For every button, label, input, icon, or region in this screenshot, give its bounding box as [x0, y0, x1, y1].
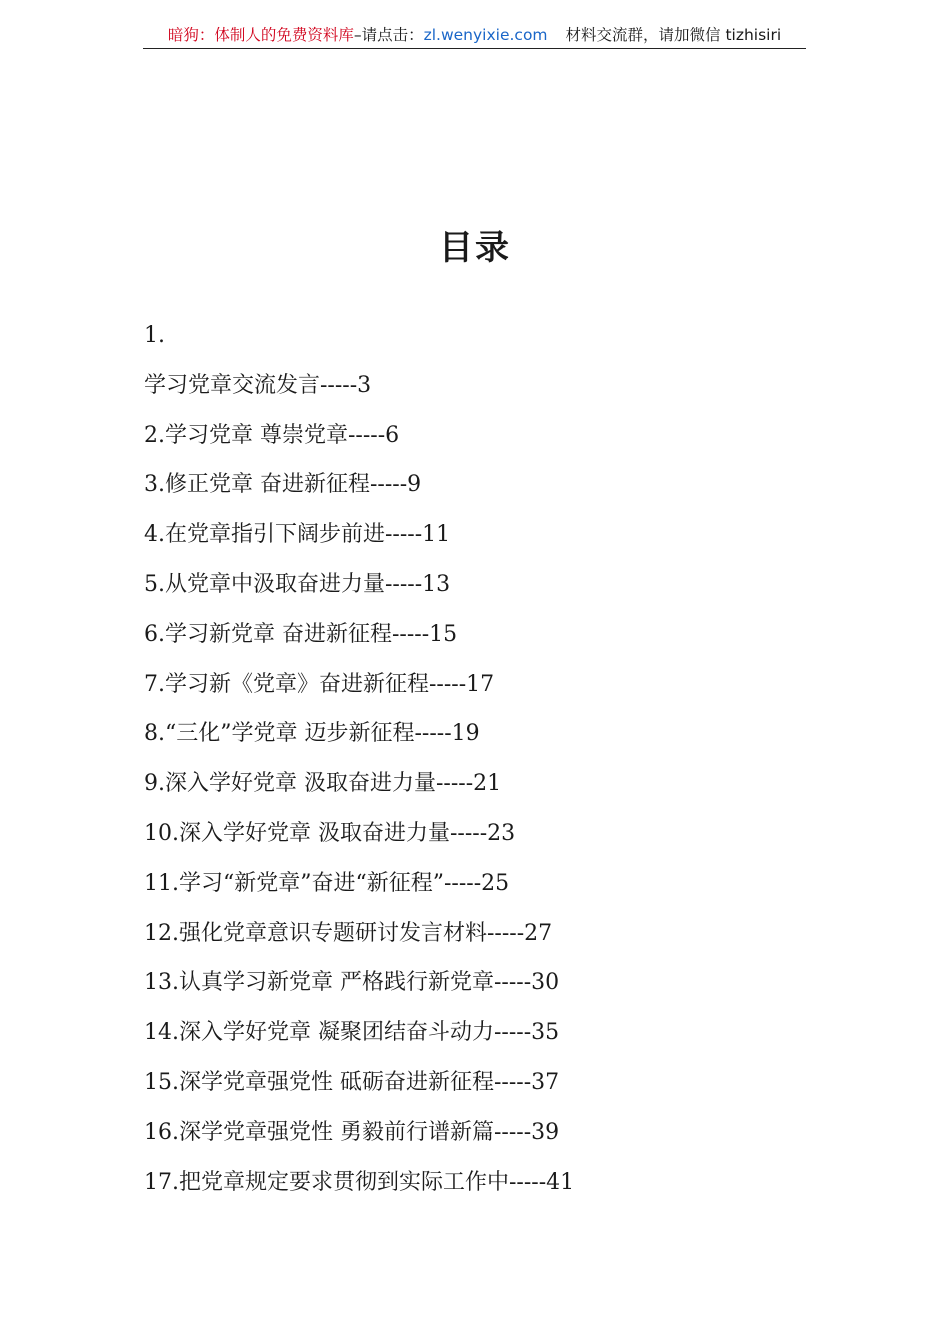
toc-entry[interactable]: 17.把党章规定要求贯彻到实际工作中-----41: [144, 1169, 575, 1195]
toc-entry[interactable]: 9.深入学好党章 汲取奋进力量-----21: [144, 771, 502, 797]
toc-entry[interactable]: 15.深学党章强党性 砥砺奋进新征程-----37: [144, 1069, 560, 1095]
toc-entry[interactable]: 13.认真学习新党章 严格践行新党章-----30: [144, 970, 560, 996]
page-title: 目录: [439, 228, 511, 268]
toc-entry[interactable]: 4.在党章指引下阔步前进-----11: [144, 522, 451, 548]
table-of-contents: [144, 318, 844, 1214]
toc-entry[interactable]: 5.从党章中汲取奋进力量-----13: [144, 571, 451, 597]
header-url-link[interactable]: zl.wenyixie.com: [423, 26, 548, 44]
toc-entry[interactable]: 11.学习“新党章”奋进“新征程”-----25: [144, 870, 510, 896]
header-brand: 暗狗：体制人的免费资料库: [167, 26, 354, 44]
toc-entry[interactable]: 3.修正党章 奋进新征程-----9: [144, 472, 422, 498]
toc-entry[interactable]: 2.学习党章 尊崇党章-----6: [144, 422, 400, 448]
toc-entry[interactable]: 6.学习新党章 奋进新征程-----15: [144, 621, 458, 647]
page-header: [143, 24, 806, 49]
toc-entry[interactable]: 12.强化党章意识专题研讨发言材料-----27: [144, 920, 553, 946]
toc-entry[interactable]: 10.深入学好党章 汲取奋进力量-----23: [144, 820, 516, 846]
toc-entry[interactable]: 1.: [144, 323, 165, 348]
toc-entry[interactable]: 7.学习新《党章》奋进新征程-----17: [144, 671, 495, 697]
toc-entry[interactable]: 学习党章交流发言-----3: [144, 372, 372, 398]
toc-entry[interactable]: 16.深学党章强党性 勇毅前行谱新篇-----39: [144, 1119, 560, 1145]
toc-entry[interactable]: 8.“三化”学党章 迈步新征程-----19: [144, 721, 480, 747]
header-contact: 材料交流群，请加微信 tizhisiri: [565, 26, 782, 44]
header-dash: –请点击：: [353, 26, 424, 44]
toc-entry[interactable]: 14.深入学好党章 凝聚团结奋斗动力-----35: [144, 1020, 560, 1046]
